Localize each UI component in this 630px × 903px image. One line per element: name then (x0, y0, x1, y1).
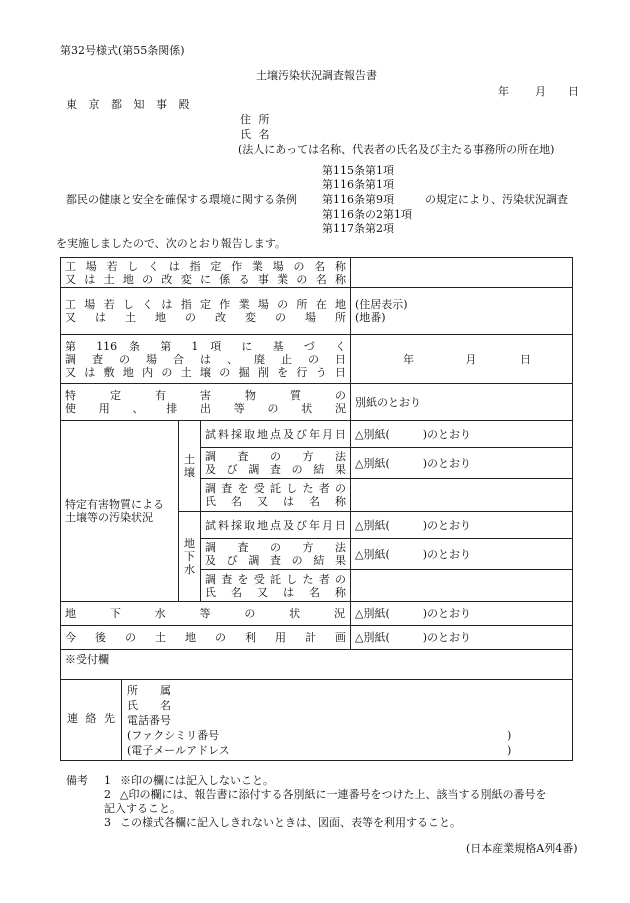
facility-name-label: 工場若しくは指定作業場の名称 又は土地の改変に係る事業の名称 (61, 258, 351, 288)
hazardous-substance-usage-label: 特 定 有 害 物 質 の 使 用 、 排 出 等 の 状 況 (61, 384, 351, 421)
statement-suffix: の規定により、汚染状況調査 (425, 193, 568, 206)
groundwater-contractor-field[interactable] (351, 570, 573, 602)
hazardous-substance-usage-value: 別紙のとおり (351, 384, 573, 421)
ordinance-name: 都民の健康と安全を確保する環境に関する条例 (66, 193, 297, 206)
article-4: 第116条の2第1項 (322, 208, 412, 221)
note-2-cont: 記入すること。 (104, 802, 181, 815)
document-title: 土壌汚染状況調査報告書 (256, 69, 377, 82)
soil-method-value[interactable]: △別紙( )のとおり (351, 448, 573, 479)
soil-contractor-label: 調 査 を 受 託 し た 者 の 氏 名 又 は 名 称 (201, 479, 351, 512)
contact-fax-label: (ファクシミリ番号 (127, 729, 220, 742)
note-2: △印の欄には、報告書に添付する各別紙に一連番号をつけた上、該当する別紙の番号を (120, 788, 547, 801)
form-number: 第32号様式(第55条関係) (60, 44, 185, 57)
groundwater-method-label: 調 査 の 方 法 及 び 調 査 の 結 果 (201, 539, 351, 570)
applicant-address-label: 住 所 (240, 113, 272, 126)
facility-location-label: 工場若しくは指定作業場の所在地 又 は 土 地 の 改 変 の 場 所 (61, 288, 351, 335)
groundwater-label: 地 下 水 (179, 512, 201, 602)
groundwater-status-label: 地 下 水 等 の 状 況 (61, 602, 351, 626)
abolition-date-label: 第 116 条 第 1 項 に 基 づ く 調 査 の 場 合 は 、 廃 止 の 日 又は敷地内の土壌の掘削を行う日 (61, 335, 351, 384)
soil-sampling-label: 試料採取地点及び年月日 (201, 421, 351, 448)
abolition-date-field[interactable]: 年 月 日 (351, 335, 573, 384)
report-form-table (60, 257, 573, 761)
groundwater-method-value[interactable]: △別紙( )のとおり (351, 539, 573, 570)
lot-number-label: (地番) (355, 311, 386, 324)
contact-name-label: 氏 名 (127, 699, 171, 712)
note-3: この様式各欄に記入しきれないときは、図面、表等を利用すること。 (120, 816, 461, 829)
notes-section: 備考 1 ※印の欄には記入しないこと。 2 △印の欄には、報告書に添付する各別紙に一連番号をつけた上、該当する別紙の番号を 記入すること。 3 この様式各欄に記入しきれないときは、図面、表等を利用すること。 (66, 774, 547, 829)
contact-email-label: (電子メールアドレス (127, 744, 230, 757)
facility-name-field[interactable] (351, 258, 573, 288)
future-land-use-value[interactable]: △別紙( )のとおり (351, 626, 573, 650)
reception-field: ※受付欄 (61, 650, 573, 680)
soil-label: 土 壌 (179, 421, 201, 512)
date-year-label: 年 (498, 85, 509, 98)
soil-method-label: 調 査 の 方 法 及 び 調 査 の 結 果 (201, 448, 351, 479)
note-1: ※印の欄には記入しないこと。 (120, 774, 274, 787)
facility-location-field[interactable] (351, 288, 573, 335)
date-month-label: 月 (535, 85, 546, 98)
contact-phone-label: 電話番号 (127, 714, 171, 727)
email-close-paren: ) (507, 744, 512, 757)
fax-close-paren: ) (507, 729, 512, 742)
applicant-corporate-note: (法人にあっては名称、代表者の氏名及び主たる事務所の所在地) (238, 143, 555, 156)
applicant-name-label: 氏 名 (240, 128, 272, 141)
article-5: 第117条第2項 (322, 222, 394, 235)
article-2: 第116条第1項 (322, 178, 394, 191)
article-1: 第115条第1項 (322, 164, 394, 177)
contact-block (61, 680, 573, 761)
contact-label: 連 絡 先 (67, 712, 117, 725)
notes-heading: 備考 (66, 774, 88, 787)
groundwater-contractor-label: 調 査 を 受 託 し た 者 の 氏 名 又 は 名 称 (201, 570, 351, 602)
soil-sampling-value[interactable]: △別紙( )のとおり (351, 421, 573, 448)
contact-department-label: 所 属 (127, 684, 171, 697)
paper-size-note: (日本産業規格A列4番) (466, 842, 578, 855)
residential-address-label: (住居表示) (355, 298, 408, 311)
groundwater-sampling-value[interactable]: △別紙( )のとおり (351, 512, 573, 539)
article-3: 第116条第9項 (322, 193, 394, 206)
addressee: 東 京 都 知 事 殿 (66, 98, 194, 111)
soil-contractor-field[interactable] (351, 479, 573, 512)
statement-line-2: を実施しましたので、次のとおり報告します。 (56, 237, 286, 250)
date-day-label: 日 (568, 85, 579, 98)
contamination-status-label: 特定有害物質による 土壌等の汚染状況 (61, 421, 179, 602)
groundwater-sampling-label: 試料採取地点及び年月日 (201, 512, 351, 539)
groundwater-status-value[interactable]: △別紙( )のとおり (351, 602, 573, 626)
future-land-use-label: 今 後 の 土 地 の 利 用 計 画 (61, 626, 351, 650)
